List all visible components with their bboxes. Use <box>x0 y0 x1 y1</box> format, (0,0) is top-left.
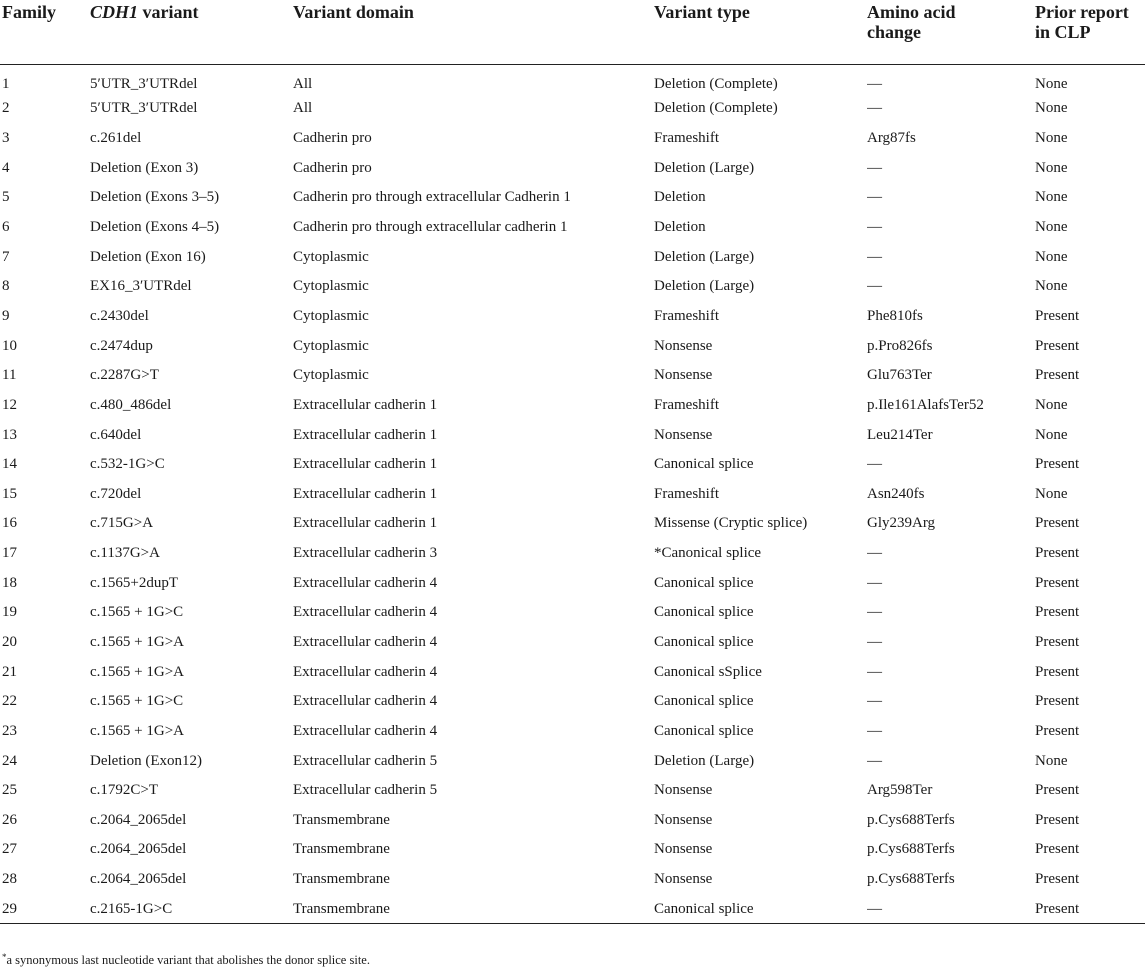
cell-family: 19 <box>2 604 17 621</box>
cell-aa: — <box>867 752 882 769</box>
cell-variant: c.261del <box>90 130 142 147</box>
table-row <box>0 686 1145 716</box>
cell-family: 28 <box>2 871 17 888</box>
cell-domain: Extracellular cadherin 3 <box>293 545 438 562</box>
cell-domain: Cadherin pro through extracellular Cadherin 1 <box>293 189 571 206</box>
header-aa-line1: Amino acid <box>867 2 956 22</box>
cell-family: 3 <box>2 130 10 147</box>
cell-variant: c.1565 + 1G>A <box>90 663 184 680</box>
cell-variant: c.1137G>A <box>90 545 160 562</box>
cell-variant: c.1565 + 1G>C <box>90 604 184 621</box>
cell-variant: c.1565+2dupT <box>90 574 179 591</box>
cell-prior: Present <box>1035 307 1080 324</box>
table-row <box>0 775 1145 805</box>
cell-domain: Extracellular cadherin 1 <box>293 426 438 443</box>
cell-aa: — <box>867 100 882 117</box>
cell-prior: None <box>1035 752 1068 769</box>
cell-domain: Cadherin pro through extracellular cadherin 1 <box>293 219 568 236</box>
cell-prior: None <box>1035 159 1068 176</box>
cell-type: Canonical splice <box>654 456 754 473</box>
cell-variant: c.2064_2065del <box>90 811 187 828</box>
footnote-marker: * <box>2 952 7 962</box>
cell-variant: c.720del <box>90 485 142 502</box>
table-row <box>0 331 1145 361</box>
cell-domain: Transmembrane <box>293 871 390 888</box>
cell-family: 9 <box>2 307 10 324</box>
header-aa-line2: change <box>867 22 921 42</box>
cell-aa: — <box>867 604 882 621</box>
cell-prior: Present <box>1035 722 1080 739</box>
cell-prior: Present <box>1035 574 1080 591</box>
cell-prior: Present <box>1035 367 1080 384</box>
cell-aa: — <box>867 189 882 206</box>
cell-type: Nonsense <box>654 841 713 858</box>
cell-family: 26 <box>2 811 17 828</box>
cell-variant: 5′UTR_3′UTRdel <box>90 100 198 117</box>
cell-aa: Arg598Ter <box>867 782 933 799</box>
cell-prior: Present <box>1035 337 1080 354</box>
table-header <box>0 0 1145 64</box>
cell-domain: Extracellular cadherin 1 <box>293 485 438 502</box>
cell-type: Nonsense <box>654 367 713 384</box>
cell-aa: Glu763Ter <box>867 367 932 384</box>
table-row <box>0 212 1145 242</box>
table-row <box>0 94 1145 124</box>
cell-prior: Present <box>1035 811 1080 828</box>
header-cdh1-variant <box>90 0 293 64</box>
table-row <box>0 598 1145 628</box>
header-family: Family <box>2 2 56 22</box>
cell-family: 7 <box>2 248 10 265</box>
cell-aa: — <box>867 663 882 680</box>
cell-prior: Present <box>1035 545 1080 562</box>
cell-type: Deletion (Large) <box>654 248 755 265</box>
cell-variant: c.532-1G>C <box>90 456 165 473</box>
cell-domain: Cytoplasmic <box>293 307 369 324</box>
cell-domain: Cytoplasmic <box>293 367 369 384</box>
header-row <box>0 0 1145 64</box>
cell-domain: Cytoplasmic <box>293 337 369 354</box>
cell-aa: p.Cys688Terfs <box>867 811 955 828</box>
cell-variant: Deletion (Exon12) <box>90 752 203 769</box>
header-amino-acid-change <box>867 0 1035 64</box>
cell-type: Frameshift <box>654 396 719 413</box>
table-row <box>0 360 1145 390</box>
cell-prior: None <box>1035 130 1068 147</box>
cell-type: Deletion (Complete) <box>654 100 778 117</box>
cell-domain: All <box>293 76 313 93</box>
cell-prior: None <box>1035 485 1068 502</box>
cell-family: 12 <box>2 396 17 413</box>
cell-aa: Arg87fs <box>867 130 916 147</box>
table-row <box>0 449 1145 479</box>
cell-type: *Canonical splice <box>654 545 762 562</box>
cell-family: 27 <box>2 841 17 858</box>
cell-domain: Transmembrane <box>293 900 390 917</box>
cell-domain: Cadherin pro <box>293 130 372 147</box>
cell-family: 15 <box>2 485 17 502</box>
cell-type: Frameshift <box>654 307 719 324</box>
cell-aa: — <box>867 248 882 265</box>
cell-family: 25 <box>2 782 17 799</box>
cell-domain: Extracellular cadherin 4 <box>293 722 438 739</box>
header-prior-line1: Prior report <box>1035 2 1129 22</box>
cell-type: Canonical splice <box>654 574 754 591</box>
cell-prior: Present <box>1035 693 1080 710</box>
cell-aa: — <box>867 693 882 710</box>
cell-prior: Present <box>1035 515 1080 532</box>
table-row <box>0 657 1145 687</box>
cell-prior: Present <box>1035 604 1080 621</box>
cell-aa: — <box>867 278 882 295</box>
cell-type: Nonsense <box>654 811 713 828</box>
cell-domain: Transmembrane <box>293 811 390 828</box>
table-row <box>0 864 1145 894</box>
cell-type: Frameshift <box>654 485 719 502</box>
cell-type: Nonsense <box>654 337 713 354</box>
cell-aa: p.Ile161AlafsTer52 <box>867 396 984 413</box>
cell-aa: — <box>867 545 882 562</box>
cell-family: 4 <box>2 159 10 176</box>
cell-prior: None <box>1035 248 1068 265</box>
cell-variant: c.640del <box>90 426 142 443</box>
table-row <box>0 301 1145 331</box>
cell-type: Deletion (Large) <box>654 159 755 176</box>
cell-prior: None <box>1035 76 1068 93</box>
cell-variant: Deletion (Exons 4–5) <box>90 219 220 236</box>
cell-type: Deletion <box>654 189 706 206</box>
table-row <box>0 538 1145 568</box>
cell-prior: Present <box>1035 841 1080 858</box>
cell-type: Frameshift <box>654 130 719 147</box>
cell-variant: c.2430del <box>90 307 149 324</box>
cell-aa: — <box>867 159 882 176</box>
cell-domain: Extracellular cadherin 4 <box>293 663 438 680</box>
cell-variant: c.2064_2065del <box>90 841 187 858</box>
cell-domain: All <box>293 100 313 117</box>
cell-aa: p.Cys688Terfs <box>867 871 955 888</box>
cell-variant: Deletion (Exon 3) <box>90 159 199 176</box>
header-prior-line2: in CLP <box>1035 22 1091 42</box>
cell-type: Canonical splice <box>654 693 754 710</box>
table-row <box>0 746 1145 776</box>
cell-family: 2 <box>2 100 10 117</box>
header-prior-report <box>1035 0 1145 64</box>
cell-domain: Extracellular cadherin 4 <box>293 604 438 621</box>
cell-type: Canonical sSplice <box>654 663 762 680</box>
cell-variant: 5′UTR_3′UTRdel <box>90 76 198 93</box>
cell-aa: Leu214Ter <box>867 426 933 443</box>
cell-family: 24 <box>2 752 17 769</box>
cell-domain: Extracellular cadherin 1 <box>293 515 438 532</box>
cell-prior: None <box>1035 100 1068 117</box>
header-cdh1-gene: CDH1 <box>90 2 139 22</box>
cell-prior: Present <box>1035 663 1080 680</box>
cell-domain: Extracellular cadherin 4 <box>293 693 438 710</box>
cell-prior: None <box>1035 219 1068 236</box>
cell-type: Deletion (Large) <box>654 752 755 769</box>
cell-family: 21 <box>2 663 17 680</box>
cell-family: 17 <box>2 545 17 562</box>
cell-domain: Extracellular cadherin 5 <box>293 782 438 799</box>
table-row <box>0 627 1145 657</box>
cell-family: 1 <box>2 76 10 93</box>
cell-variant: c.1565 + 1G>C <box>90 693 184 710</box>
cell-aa: — <box>867 574 882 591</box>
cell-family: 18 <box>2 574 17 591</box>
cell-family: 16 <box>2 515 17 532</box>
cell-family: 29 <box>2 900 17 917</box>
table-footnote <box>2 950 370 967</box>
cell-prior: None <box>1035 278 1068 295</box>
header-variant-type: Variant type <box>654 2 750 22</box>
table-row <box>0 420 1145 450</box>
cell-prior: None <box>1035 396 1068 413</box>
cell-aa: p.Pro826fs <box>867 337 933 354</box>
cell-aa: — <box>867 219 882 236</box>
cell-variant: c.2287G>T <box>90 367 159 384</box>
table-row <box>0 509 1145 539</box>
header-variant-word: variant <box>138 2 199 22</box>
cell-type: Deletion <box>654 219 706 236</box>
table-row <box>0 479 1145 509</box>
cell-type: Deletion (Complete) <box>654 76 778 93</box>
table-row <box>0 568 1145 598</box>
header-variant-domain: Variant domain <box>293 2 414 22</box>
cell-aa: — <box>867 76 882 93</box>
cell-variant: Deletion (Exons 3–5) <box>90 189 220 206</box>
cell-family: 20 <box>2 633 17 650</box>
cell-variant: c.480_486del <box>90 396 172 413</box>
cell-prior: None <box>1035 189 1068 206</box>
table-row <box>0 183 1145 213</box>
table-row <box>0 805 1145 835</box>
cell-type: Nonsense <box>654 782 713 799</box>
cell-family: 6 <box>2 219 10 236</box>
cell-family: 8 <box>2 278 10 295</box>
cell-aa: Asn240fs <box>867 485 925 502</box>
table-row <box>0 716 1145 746</box>
cell-variant: c.2165-1G>C <box>90 900 173 917</box>
cell-type: Canonical splice <box>654 633 754 650</box>
cell-type: Nonsense <box>654 426 713 443</box>
cell-aa: Gly239Arg <box>867 515 936 532</box>
cell-domain: Cytoplasmic <box>293 248 369 265</box>
cell-domain: Extracellular cadherin 5 <box>293 752 438 769</box>
cell-domain: Extracellular cadherin 4 <box>293 633 438 650</box>
cell-prior: Present <box>1035 900 1080 917</box>
cell-family: 14 <box>2 456 17 473</box>
cell-aa: — <box>867 456 882 473</box>
cell-family: 23 <box>2 722 17 739</box>
cell-family: 22 <box>2 693 17 710</box>
table-row <box>0 894 1145 924</box>
cell-prior: Present <box>1035 456 1080 473</box>
cell-domain: Extracellular cadherin 4 <box>293 574 438 591</box>
cell-prior: None <box>1035 426 1068 443</box>
cell-domain: Extracellular cadherin 1 <box>293 396 438 413</box>
cell-variant: EX16_3′UTRdel <box>90 278 192 295</box>
cell-aa: p.Cys688Terfs <box>867 841 955 858</box>
table-body <box>0 64 1145 924</box>
cell-prior: Present <box>1035 871 1080 888</box>
cell-aa: Phe810fs <box>867 307 923 324</box>
cell-aa: — <box>867 900 882 917</box>
cell-type: Missense (Cryptic splice) <box>654 515 808 532</box>
table-row <box>0 271 1145 301</box>
table-row <box>0 390 1145 420</box>
cell-aa: — <box>867 633 882 650</box>
cell-domain: Cytoplasmic <box>293 278 369 295</box>
cell-type: Deletion (Large) <box>654 278 755 295</box>
cell-type: Canonical splice <box>654 722 754 739</box>
cell-type: Nonsense <box>654 871 713 888</box>
cell-prior: Present <box>1035 782 1080 799</box>
cell-family: 13 <box>2 426 17 443</box>
cell-domain: Extracellular cadherin 1 <box>293 456 438 473</box>
cell-type: Canonical splice <box>654 900 754 917</box>
cell-domain: Transmembrane <box>293 841 390 858</box>
cell-variant: c.2474dup <box>90 337 153 354</box>
cell-prior: Present <box>1035 633 1080 650</box>
table-row <box>0 123 1145 153</box>
cell-variant: Deletion (Exon 16) <box>90 248 206 265</box>
cell-variant: c.715G>A <box>90 515 154 532</box>
cell-variant: c.1565 + 1G>A <box>90 722 184 739</box>
table-row <box>0 64 1145 94</box>
cell-variant: c.1792C>T <box>90 782 159 799</box>
footnote-text: a synonymous last nucleotide variant that abolishes the donor splice site. <box>6 953 370 967</box>
table-row <box>0 153 1145 183</box>
cell-family: 10 <box>2 337 17 354</box>
cell-family: 5 <box>2 189 10 206</box>
table-row <box>0 835 1145 865</box>
table-row <box>0 242 1145 272</box>
cell-type: Canonical splice <box>654 604 754 621</box>
cell-variant: c.2064_2065del <box>90 871 187 888</box>
cell-family: 11 <box>2 367 17 384</box>
cell-variant: c.1565 + 1G>A <box>90 633 184 650</box>
cell-domain: Cadherin pro <box>293 159 372 176</box>
cell-aa: — <box>867 722 882 739</box>
